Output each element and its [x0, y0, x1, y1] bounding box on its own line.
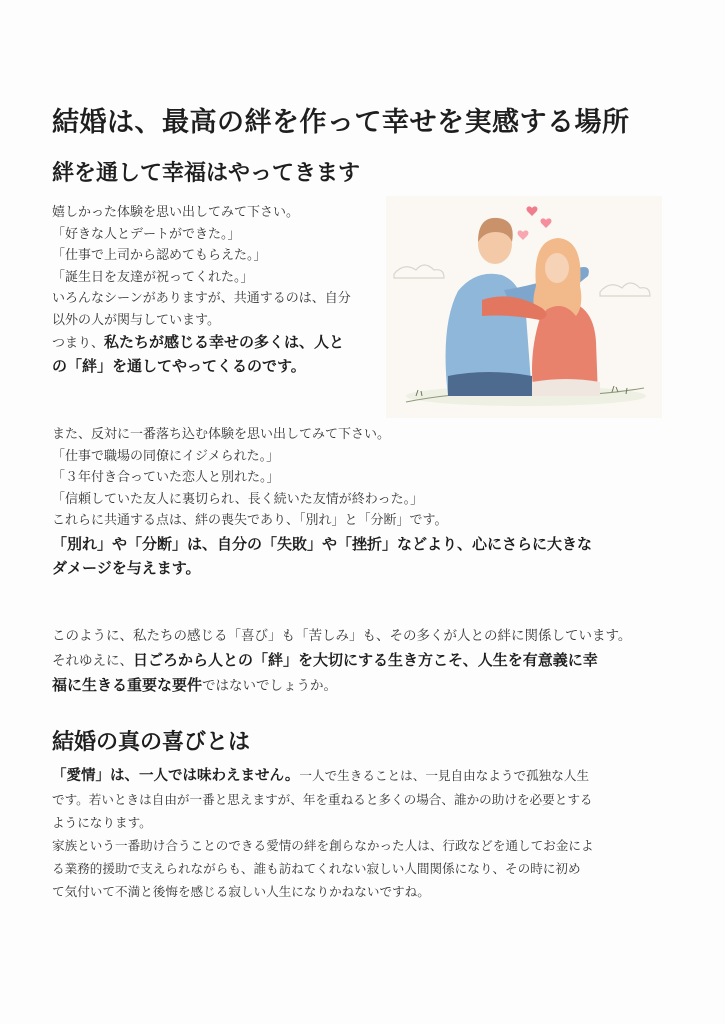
emphasis-text: 「愛情」は、一人では味わえません。 — [52, 768, 300, 784]
body-line: て気付いて不満と後悔を感じる寂しい人生になりかねないですね。 — [52, 884, 430, 899]
body-line: 「仕事で上司から認めてもらえた。」 — [52, 248, 267, 263]
body-line: る業務的援助で支えられながらも、誰も訪ねてくれない寂しい人間関係になり、その時に初め — [52, 861, 581, 876]
body-line: 「仕事で職場の同僚にイジメられた。」 — [52, 448, 280, 464]
emphasis-text: 福に生きる重要な要件 — [52, 676, 203, 694]
body-line: 「誕生日を友達が祝ってくれた。」 — [52, 269, 254, 285]
page-title: 結婚は、最高の絆を作って幸せを実感する場所 — [52, 107, 630, 138]
section-conclusion-body — [52, 624, 672, 698]
body-text: 一人で生きることは、一見自由なようで孤独な人生 — [299, 768, 590, 783]
emphasis-text: 私たちが感じる幸せの多くは、人と — [104, 333, 345, 351]
section-bonds-body — [52, 202, 382, 377]
emphasis-line — [52, 673, 672, 698]
section-loss-body — [52, 424, 672, 580]
emphasis-line — [52, 331, 382, 355]
body-line: このように、私たちの感じる「喜び」も「苦しみ」も、その多くが人との絆に関係しています。 — [52, 628, 632, 644]
section-heading-bonds: 絆を通して幸福はやってきます — [52, 161, 361, 186]
couple-embracing-illustration — [386, 196, 662, 418]
body-text: ではないでしょうか。 — [202, 678, 338, 694]
body-line: また、反対に一番落ち込む体験を思い出してみて下さい。 — [52, 427, 391, 442]
body-line: いろんなシーンがありますが、共通するのは、自分 — [52, 291, 351, 306]
emphasis-line — [52, 764, 677, 788]
emphasis-prefix: つまり、 — [52, 336, 105, 351]
body-line: 以外の人が関与しています。 — [52, 312, 220, 328]
body-line: 「３年付き合っていた恋人と別れた。」 — [52, 470, 280, 485]
emphasis-text: 日ごろから人との「絆」を大切にする生き方こそ、人生を有意義に幸 — [133, 651, 598, 669]
body-line: 嬉しかった体験を思い出してみて下さい。 — [52, 205, 300, 220]
emphasis-text: 「別れ」や「分断」は、自分の「失敗」や「挫折」などより、心にさらに大きな — [52, 534, 593, 553]
emphasis-text: の「絆」を通してやってくるのです。 — [52, 356, 306, 375]
body-line: ようになります。 — [52, 815, 152, 830]
body-line: です。若いときは自由が一番と思えますが、年を重ねると多くの場合、誰かの助けを必要とする — [52, 792, 593, 807]
emphasis-line — [52, 648, 672, 673]
emphasis-text: ダメージを与えます。 — [52, 558, 201, 577]
body-text: それゆえに、 — [52, 653, 133, 669]
section-marriage-body — [52, 764, 677, 903]
body-line: 「信頼していた友人に裏切られ、長く続いた友情が終わった。」 — [52, 491, 424, 507]
body-line: これらに共通する点は、絆の喪失であり、「別れ」と「分断」です。 — [52, 513, 448, 528]
body-line: 家族という一番助け合うことのできる愛情の絆を創らなかった人は、行政などを通してお金によ — [52, 838, 594, 853]
section-heading-marriage-joy: 結婚の真の喜びとは — [52, 730, 251, 755]
body-line: 「好きな人とデートができた。」 — [52, 226, 241, 242]
